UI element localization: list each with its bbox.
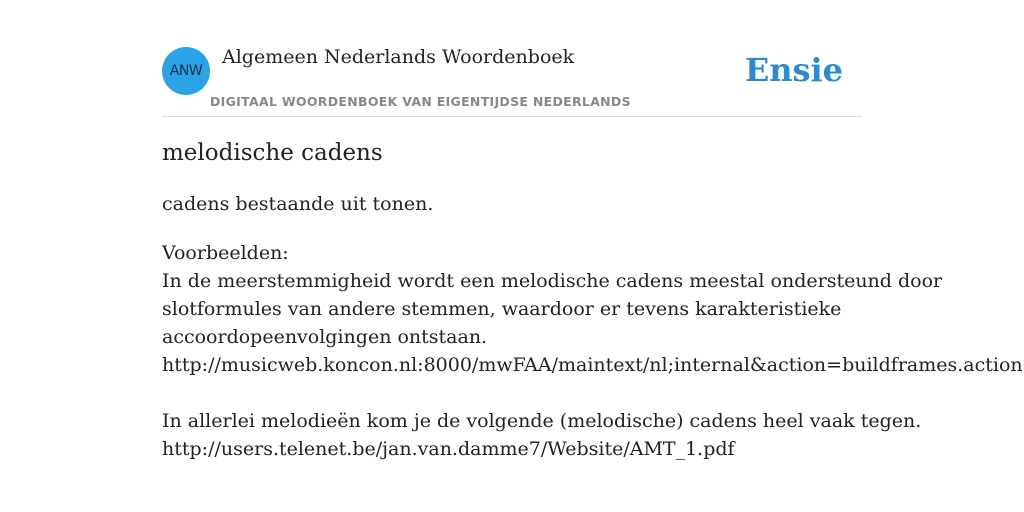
- example-text: In de meerstemmigheid wordt een melodische cadens meestal ondersteund door slotformules van andere stemmen, waardoor er tevens karakteristieke accoordopeenvolgingen ontstaan.: [162, 270, 943, 348]
- example-spacer: [162, 379, 982, 407]
- site-title[interactable]: Algemeen Nederlands Woordenboek: [222, 46, 575, 68]
- site-header: [162, 40, 862, 117]
- entry-title: melodische cadens: [162, 140, 383, 166]
- example-source-link[interactable]: http://musicweb.koncon.nl:8000/mwFAA/maintext/nl;internal&action=buildframes.action: [162, 354, 1023, 376]
- examples-label: Voorbeelden:: [162, 242, 289, 264]
- ensie-brand-link[interactable]: Ensie: [744, 51, 843, 89]
- example-source-link[interactable]: http://users.telenet.be/jan.van.damme7/Website/AMT_1.pdf: [162, 438, 735, 460]
- entry-definition: cadens bestaande uit tonen.: [162, 193, 434, 215]
- site-subtitle: DIGITAAL WOORDENBOEK VAN EIGENTIJDSE NEDERLANDS: [210, 94, 631, 109]
- anw-logo[interactable]: ANW: [162, 47, 210, 95]
- example-text: In allerlei melodieën kom je de volgende (melodische) cadens heel vaak tegen.: [162, 410, 922, 432]
- examples-section: [162, 239, 1023, 463]
